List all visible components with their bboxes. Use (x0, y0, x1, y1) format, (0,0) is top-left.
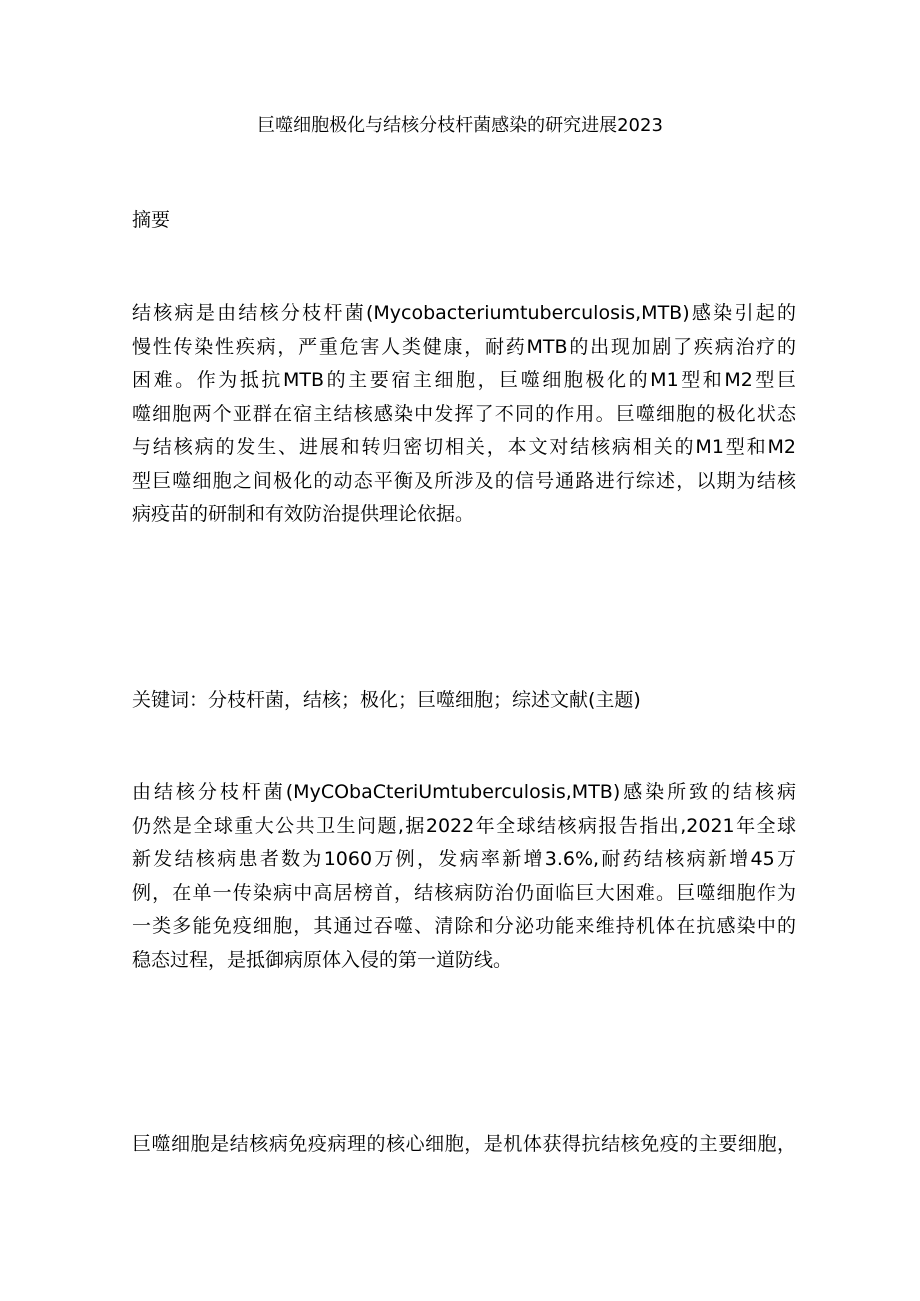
text-line: 仍然是全球重大公共卫生问题,据2022年全球结核病报告指出,2021年全球 (132, 814, 796, 837)
text-line: 巨噬细胞是结核病免疫病理的核心细胞，是机体获得抗结核免疫的主要细胞， (132, 1133, 796, 1155)
text-line: 病疫苗的研制和有效防治提供理论依据。 (132, 503, 475, 525)
text-line: 稳态过程，是抵御病原体入侵的第一道防线。 (132, 948, 513, 971)
text-line: 与结核病的发生、进展和转归密切相关，本文对结核病相关的M1型和M2 (132, 436, 796, 458)
abstract-heading: 摘要 (132, 209, 171, 231)
keywords-line (132, 684, 796, 718)
text-line: 新发结核病患者数为1060万例，发病率新增3.6%,耐药结核病新增45万 (132, 848, 796, 870)
text-line: 困难。作为抵抗MTB的主要宿主细胞，巨噬细胞极化的M1型和M2型巨 (132, 369, 796, 391)
text-line: 由结核分枝杆菌(MyCObaCteriUmtuberculosis,MTB)感染所致的结核病 (132, 781, 796, 803)
keywords-text: 关键词：分枝杆菌，结核；极化；巨噬细胞；综述文献(主题) (132, 689, 641, 711)
abstract-paragraph (132, 297, 796, 532)
second-paragraph (132, 1128, 796, 1162)
text-line: 型巨噬细胞之间极化的动态平衡及所涉及的信号通路进行综述，以期为结核 (132, 469, 796, 492)
document-title: 巨噬细胞极化与结核分枝杆菌感染的研究进展2023 (257, 115, 663, 136)
text-line: 例，在单一传染病中高居榜首，结核病防治仍面临巨大困难。巨噬细胞作为 (132, 881, 796, 904)
text-line: 一类多能免疫细胞，其通过吞噬、清除和分泌功能来维持机体在抗感染中的 (132, 915, 796, 937)
text-line: 慢性传染性疾病，严重危害人类健康，耐药MTB的出现加剧了疾病治疗的 (132, 335, 796, 358)
intro-paragraph (132, 776, 796, 977)
text-line: 结核病是由结核分枝杆菌(Mycobacteriumtuberculosis,MTB)感染引起的 (132, 302, 796, 324)
text-line: 噬细胞两个亚群在宿主结核感染中发挥了不同的作用。巨噬细胞的极化状态 (132, 402, 796, 425)
